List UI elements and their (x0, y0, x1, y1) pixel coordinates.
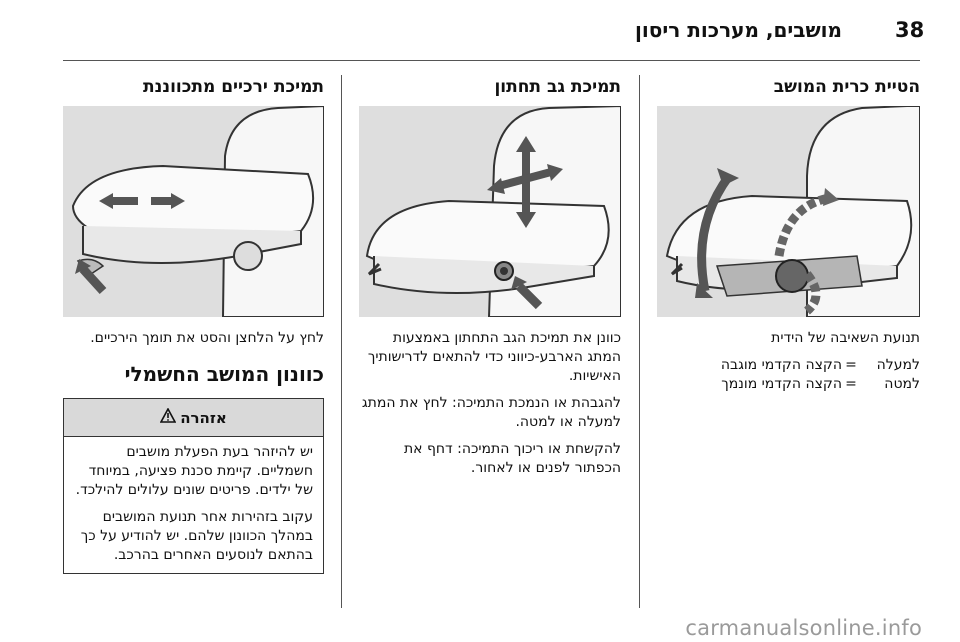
watermark: carmanualsonline.info (685, 616, 922, 640)
warning-box (63, 398, 324, 574)
subheading-power-seat: כוונון המושב החשמלי (124, 362, 324, 386)
section-title: תמיכת גב תחתון (494, 77, 621, 97)
paragraph-thigh: לחץ על הלחצן והסט את תומך הירכיים. (90, 330, 324, 346)
section-lumbar-support (359, 76, 621, 478)
warning-title: אזהרה (180, 408, 227, 427)
legend (657, 356, 920, 394)
warning-header (64, 399, 323, 437)
column-divider-right (639, 75, 640, 608)
section-title: תמיכת ירכיים מתכווננת (143, 77, 324, 97)
paragraph-adjust: כוונן את תמיכת הגב התחתון באמצעות המתג הארבע-כיווני כדי להתאים לדרישותיך האישיות. (367, 330, 621, 384)
paragraph-firmness: להקשחת או ריכוך התמיכה: דחף את הכפתור לפנים או לאחור. (403, 441, 621, 476)
section-thigh-support (63, 76, 324, 574)
legend-equals: = (845, 357, 857, 373)
caption: תנועת השאיבה של הידית (771, 330, 920, 346)
legend-row-down (657, 375, 920, 394)
seat-tilt-illustration (657, 106, 920, 317)
warning-triangle-icon (160, 408, 176, 427)
warning-paragraph: יש להיזהר בעת הפעלת מושבים חשמליים. קיימת סכנת פציעה, במיוחד של ילדים. פריטים שונים עלולים להילכד. (75, 444, 313, 498)
header-divider (63, 60, 920, 61)
legend-description: הקצה הקדמי מונמך (721, 376, 842, 392)
section-title: הטיית כרית המושב (773, 77, 920, 97)
column-divider-left (341, 75, 342, 608)
legend-term: למטה (884, 376, 920, 392)
lumbar-support-illustration (359, 106, 621, 317)
warning-body (64, 437, 323, 573)
legend-row-up (657, 356, 920, 375)
section-seat-tilt (657, 76, 920, 394)
legend-equals: = (845, 376, 857, 392)
page-number: 38 (895, 18, 925, 42)
paragraph-raise-lower: להגבהת או הנמכת התמיכה: לחץ את המתג למעלה או למטה. (361, 395, 621, 430)
legend-term: למעלה (876, 357, 920, 373)
legend-description: הקצה הקדמי מוגבה (720, 357, 842, 373)
chapter-title: מושבים, מערכות ריסון (635, 18, 842, 42)
thigh-support-illustration (63, 106, 324, 317)
warning-paragraph: עקוב בזהירות אחר תנועת המושבים במהלך הכוונון שלהם. יש להודיע על כך בהתאם לנוסעים האחרים בהרכב. (80, 509, 313, 563)
